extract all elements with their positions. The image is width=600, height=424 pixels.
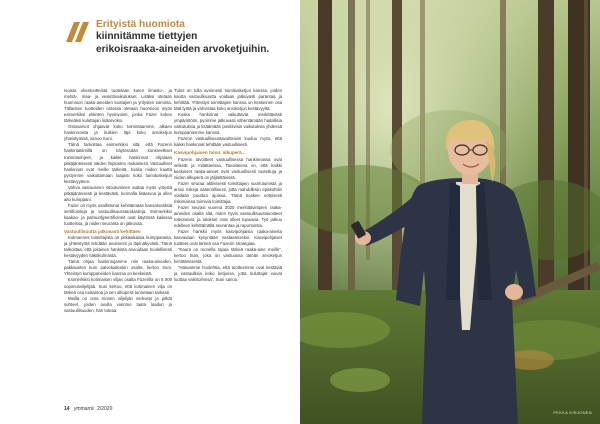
- pull-quote-line-3: erikoisraaka-aineiden arvoketjuihin.: [96, 43, 270, 55]
- article-paragraph: Fazerin vastuullisuustavoitteisiin kuuluu myös, että kaikki hankinnat tehdään vastuullisesti.: [174, 136, 282, 148]
- section-subheading: Vastuullisuutta jatkuvasti kehittäen: [64, 229, 141, 235]
- article-paragraph: Tämä tarkoittaa esimerkiksi sitä, että Fazerin hankintatiimillä on käytössään konkreettiset toimintaohjeet, ja kaikki hankinnat ohjataan pitkäjänteisesti näiden linjausten mukaisesti. Vastuulliset hankinnat ovat meille tärkeitä, koska niiden kautta pystymme vaikuttamaan laajasti koko toimitusketjun kestävyyteen.: [64, 142, 172, 184]
- quote-mark-icon: [64, 20, 90, 44]
- pull-quote-line-1: Erityistä huomiota: [96, 19, 185, 30]
- article-paragraph: Meillä on oma monen viljelijän verkosto ja pitkät suhteet, joiden avulla voimme taata laadun ja vastuullisuuden, hän toteaa.: [64, 295, 172, 313]
- article-paragraph: Isoista ohestuotteista tuotetaan kuten ilmasto-, ja metsä-, maa- ja vesistövaikutukset. Lisäksi otetaan huomioon raaka-aineiden tuottajien ja yritysten toiminta. Tällaisten tuotteiden ostossa otetaan huomioon myös esimerkiksi eläinten hyvinvointi, jonka Fazer kokee tärkeäksi kuluttajan lisäarvoksi.: [64, 88, 172, 124]
- issue-number: 2/2020: [97, 406, 113, 412]
- article-paragraph: Fazer hankkii myös kasvipohjaisia raaka-aineita kasvavaan kysyntään vastaamiseksi. Kasvipohjaiset tuotteet ovat tärkeä osa Fazerin strategiaa.: [174, 229, 282, 247]
- section-subheading: Kasvipohjaisen tulon, alkuperä...: [174, 150, 246, 156]
- article-paragraph: Fazerin tavoitteet vastuullisessa hankinnassa ovat selkeät ja mitattavissa. Tavoitteena on, että kaikki keskeiset raaka-aineet ovat vastuullisesti tuotettuja ja niiden alkuperä on jäljitettävissä.: [174, 156, 282, 180]
- article-paragraph: Kolmannes toimittajista on pitkäaikaisia kumppaneita, ja yhteistyötä tehdään avoimesti ja läpinäkyvästi. Tämä tarkoittaa, että jokainen hankinta arvioidaan huolellisesti kestävyyden näkökulmasta.: [64, 235, 172, 259]
- forest-portrait-photo: [300, 0, 600, 424]
- article-paragraph: Tämä ohjaa hankintojamme niin raaka-aineiden, pakkausten kuin palveluidenkin osalta, kertoo Suni. Yhteistyö kumppaneiden kanssa on keskeistä.: [64, 259, 172, 277]
- page-number: 14: [64, 406, 70, 412]
- right-page: [300, 0, 600, 424]
- article-paragraph: "Kaura on monella tapaa tärkeä raaka-aine meille", kertoo Suni, joka on vastuussa tämän arvoketjun kehittämisestä.: [174, 247, 282, 265]
- photo-credit: PEKKA KIRJONEN: [553, 410, 592, 415]
- article-paragraph: Esimerkiksi kotimaisen viljan osalta Fazerilla on 6 000 sopimusviljelijää. Suni kertoo, että kotimainen vilja on tärkeä osa tuotantoa ja sen alkuperä tunnetaan tarkasti.: [64, 277, 172, 295]
- magazine-name: ymmarrä: [73, 406, 94, 412]
- pull-quote-line-2: kiinnitämme tiettyjen: [96, 31, 198, 43]
- article-paragraph: Koska hankinnat vaikuttavat merkittävästi ympäristöön, pyrimme jatkuvasti vähentämään haitallisia vaikutuksia ja lisäämään positiivisia vaikutuksia yhdessä kumppaniemme kanssa.: [174, 112, 282, 136]
- page-footer: [64, 406, 112, 412]
- pull-quote: [96, 19, 276, 56]
- article-paragraph: Ostosarvot ohjaavat koko toimintaamme, alkaen hankinnoista ja kulkien läpi koko arvoketjun yhteistyössä, sanoo Suni.: [64, 124, 172, 142]
- article-paragraph: Tulos on tulla avoimesti toimitusketjun kanssa, joiden kautta vastuullisuutta voidaan jatkuvasti parantaa ja kehittää. Yhteistyö toimittajien kanssa on keskeinen osa tätä työtä ja vahvistaa koko arvoketjun kestävyyttä.: [174, 88, 282, 112]
- article-paragraph: Fazer seurasi vuonna 2020 merkittävimpien raaka-aineiden osalta sitä, miten hyvin vastuullisuustavoitteet toteutuivat, ja tulokset ovat olleet lupaavia. Työ jatkuu edelleen kehittämällä seurantaa ja raportointia.: [174, 204, 282, 229]
- article-paragraph: Fazer seuraa aktiivisesti toimittajien suoriutumista ja arvioi riskejä säännöllisesti, jotta mahdollisiin epäkohtiin voidaan puuttua ajoissa. Tämä koskee erityisesti riskimaissa toimivia toimittajia.: [174, 180, 282, 204]
- article-paragraph: Vahva vastuuseen sitoutuminen auttaa myös yritystä pitkäjänteisesti ja kestävästi, luomalla lisäarvoa ja ollen aito kumppani.: [64, 184, 172, 202]
- article-paragraph: Fazer on myös osallistunut kehittämään kansainvälisiä sertifiointeja ja vastuullisuusstandardeja. Esimerkiksi kaakao- ja palmuöljysertifioinnit ovat käytössä kaikissa tuotteissa, ja niiden seuranta on jatkuvaa.: [64, 202, 172, 227]
- article-column-1: [64, 88, 172, 314]
- article-column-2: [174, 88, 282, 284]
- article-paragraph: "Haluamme huolehtia, että tuotteemme ovat kestäviä ja vastuullisia koko ketjussa, jotta kuluttajat voivat luottaa valintoihinsa", Suni sanoo.: [174, 265, 282, 283]
